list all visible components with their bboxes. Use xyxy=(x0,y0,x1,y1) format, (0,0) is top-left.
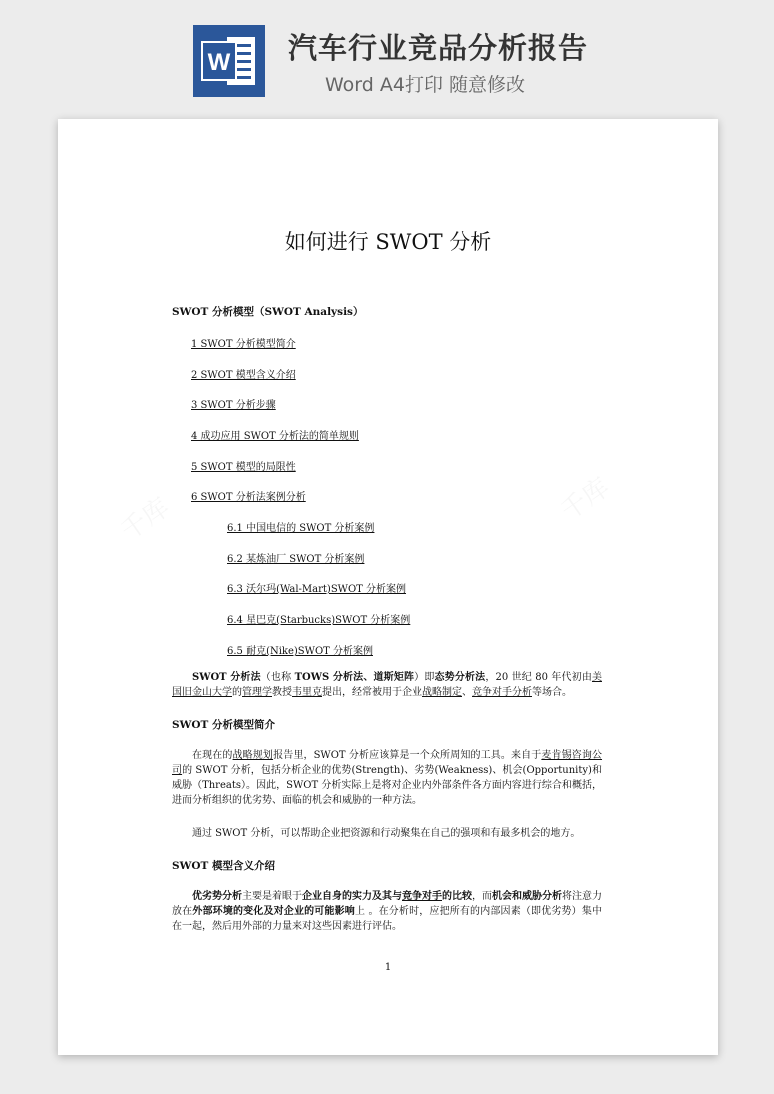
link-strategic-planning[interactable]: 战略规划 xyxy=(232,750,274,761)
watermark xyxy=(552,467,616,527)
banner-subtitle: Word A4打印 随意修改 xyxy=(325,74,526,96)
link-mckinsey[interactable]: 麦肯锡咨询公司 xyxy=(172,750,603,776)
link-strategy[interactable]: 战略制定 xyxy=(422,687,462,698)
link-competitor-analysis[interactable]: 竞争对手分析 xyxy=(472,687,532,698)
toc-link-2[interactable]: 2 SWOT 模型含义介绍 xyxy=(191,370,296,381)
model-heading: SWOT 分析模型（SWOT Analysis） xyxy=(172,306,364,318)
section1-paragraph-2: 通过 SWOT 分析，可以帮助企业把资源和行动聚集在自己的强项和有最多机会的地方。 xyxy=(192,828,581,839)
toc-sublink-6-5[interactable]: 6.5 耐克(Nike)SWOT 分析案例 xyxy=(227,646,373,657)
link-management[interactable]: 管理学 xyxy=(242,687,272,698)
toc-sublink-6-3[interactable]: 6.3 沃尔玛(Wal-Mart)SWOT 分析案例 xyxy=(227,584,407,595)
toc-link-6[interactable]: 6 SWOT 分析法案例分析 xyxy=(191,492,306,503)
watermark xyxy=(112,487,176,547)
toc-sublink-6-4[interactable]: 6.4 星巴克(Starbucks)SWOT 分析案例 xyxy=(227,615,411,626)
section2-paragraph-1: 优劣势分析主要是着眼于企业自身的实力及其与竞争对手的比较，而机会和威胁分析将注意力放在外部环境的变化及对企业的可能影响上 。在分析时，应把所有的内部因素（即优劣势）集中在一起，然后用外部的力量来对这些因素进行评估。 xyxy=(172,891,603,932)
link-competitor[interactable]: 竞争对手 xyxy=(402,891,442,902)
toc-link-4[interactable]: 4 成功应用 SWOT 分析法的简单规则 xyxy=(191,431,359,442)
word-document-icon xyxy=(193,25,265,97)
toc-sublink-6-1[interactable]: 6.1 中国电信的 SWOT 分析案例 xyxy=(227,523,375,534)
document-title: 如何进行 SWOT 分析 xyxy=(284,230,492,254)
toc-link-1[interactable]: 1 SWOT 分析模型简介 xyxy=(191,339,296,350)
section1-paragraph-1: 在现在的战略规划报告里，SWOT 分析应该算是一个众所周知的工具。来自于麦肯锡咨询公司的 SWOT 分析，包括分析企业的优势(Strength)、劣势(Weakness)、机会(Opportunity)和威胁（Threats）。因此，SWOT 分析实际上是将对企业内外部条件各方面内容进行综合和概括，进而分析组织的优劣势、面临的机会和威胁的一种方法。 xyxy=(172,750,603,806)
svg-text:W: W xyxy=(207,49,231,76)
link-weihrich[interactable]: 韦里克 xyxy=(292,687,322,698)
document-page xyxy=(58,119,718,1055)
toc-sublink-6-2[interactable]: 6.2 某炼油厂 SWOT 分析案例 xyxy=(227,554,365,565)
header-banner xyxy=(0,0,774,110)
page-number: 1 xyxy=(384,962,392,973)
section-heading-intro: SWOT 分析模型简介 xyxy=(172,719,275,731)
section-heading-meaning: SWOT 模型含义介绍 xyxy=(172,860,275,872)
banner-title: 汽车行业竞品分析报告 xyxy=(288,31,589,65)
toc-link-5[interactable]: 5 SWOT 模型的局限性 xyxy=(191,462,296,473)
toc-link-3[interactable]: 3 SWOT 分析步骤 xyxy=(191,400,276,411)
link-sfu[interactable]: 美国旧金山大学 xyxy=(172,672,602,698)
intro-paragraph: SWOT 分析法（也称 TOWS 分析法、道斯矩阵）即态势分析法，20 世纪 80 年代初由美国旧金山大学的管理学教授韦里克提出，经常被用于企业战略制定、竞争对手分析等场合。 xyxy=(172,672,602,698)
